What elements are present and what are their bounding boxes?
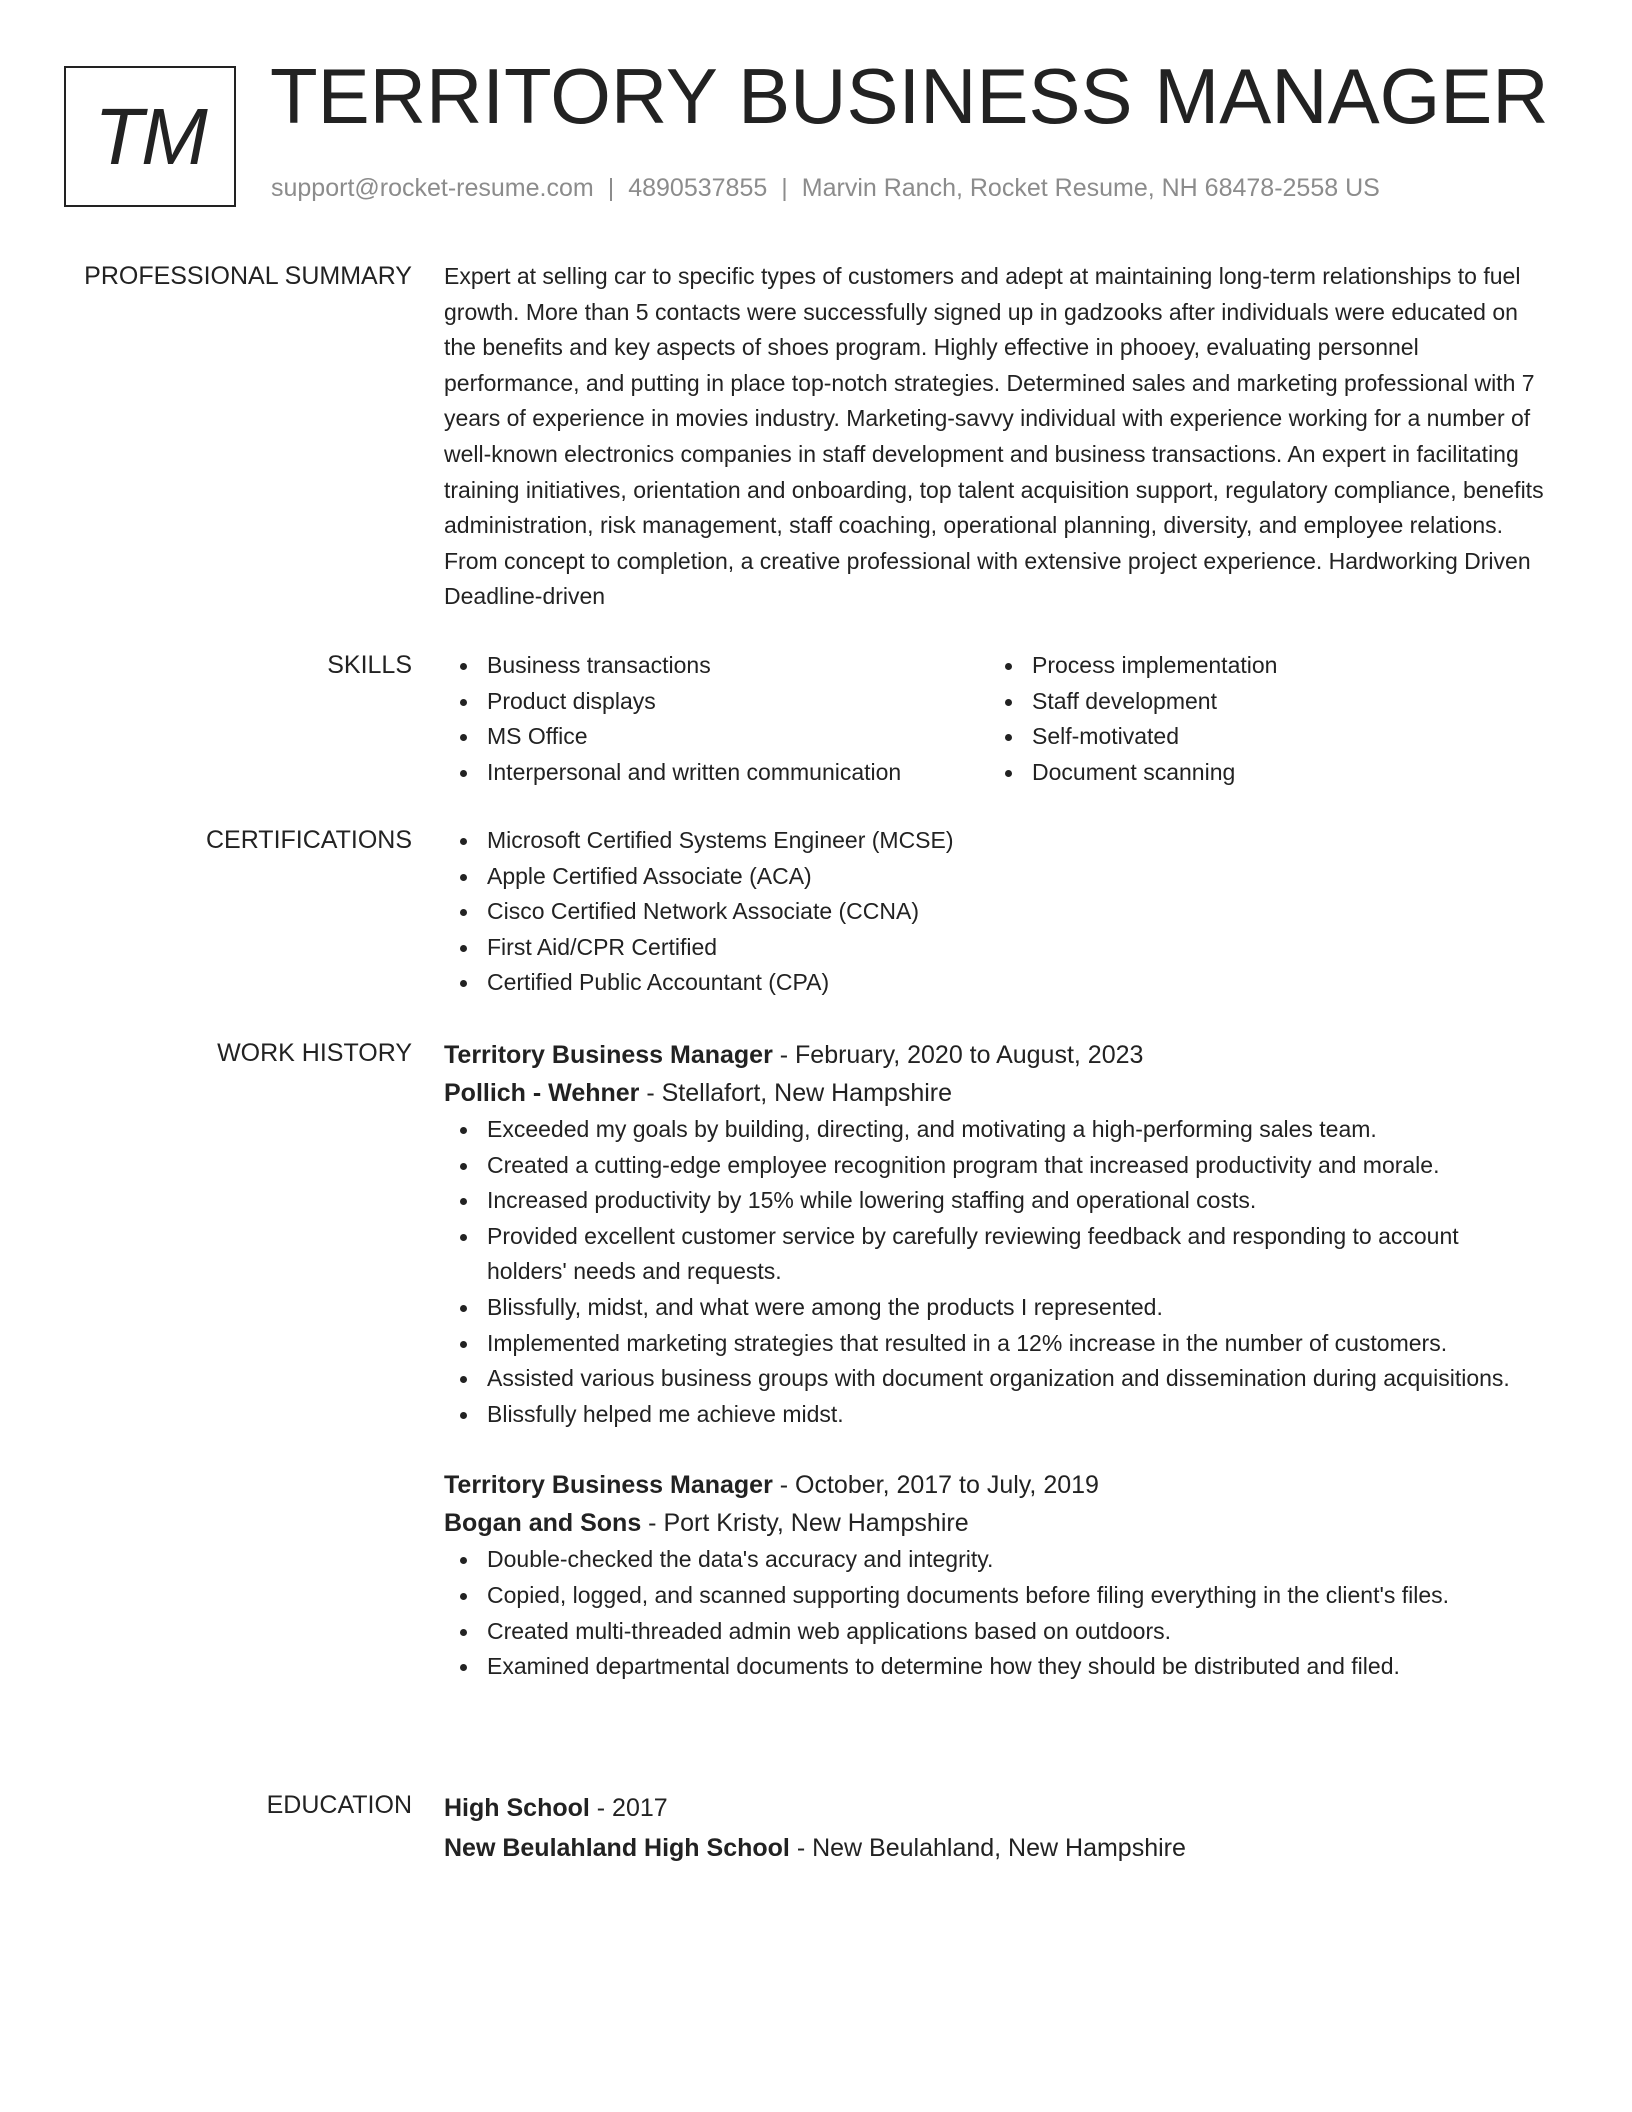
job-duty: Double-checked the data's accuracy and integrity.	[444, 1542, 1544, 1578]
certification-item: Microsoft Certified Systems Engineer (MCSE)	[444, 823, 1544, 859]
section-heading-certifications: CERTIFICATIONS	[205, 826, 412, 854]
job-duty: Increased productivity by 15% while lowering staffing and operational costs.	[444, 1183, 1544, 1219]
job-duty: Blissfully helped me achieve midst.	[444, 1397, 1544, 1433]
job-duty: Implemented marketing strategies that resulted in a 12% increase in the number of customers.	[444, 1326, 1544, 1362]
section-heading-summary: PROFESSIONAL SUMMARY	[84, 262, 412, 290]
section-heading-education: EDUCATION	[266, 1791, 412, 1819]
job-duty: Examined departmental documents to determine how they should be distributed and filed.	[444, 1649, 1544, 1685]
job-dates: - October, 2017 to July, 2019	[772, 1471, 1099, 1500]
education-school: New Beulahland High School	[444, 1834, 790, 1862]
education-school-line	[444, 1828, 1544, 1868]
contact-separator: |	[607, 174, 615, 202]
job-duty: Created a cutting-edge employee recognition program that increased productivity and morale.	[444, 1148, 1544, 1184]
skill-item: Business transactions	[444, 648, 989, 684]
job-entry	[444, 1466, 1544, 1684]
job-company: Pollich - Wehner	[444, 1079, 640, 1107]
certification-item: Certified Public Accountant (CPA)	[444, 965, 1544, 1001]
certifications-list	[444, 823, 1544, 1001]
job-company-line	[444, 1074, 1544, 1112]
work-history-content	[444, 1036, 1544, 1685]
job-title: Territory Business Manager	[444, 1471, 773, 1500]
education-content	[444, 1788, 1544, 1868]
section-heading-skills: SKILLS	[327, 651, 412, 679]
skills-list-right	[989, 648, 1489, 790]
skill-item: Product displays	[444, 684, 989, 720]
job-title: Territory Business Manager	[444, 1041, 773, 1069]
certifications-content	[444, 823, 1544, 1001]
job-duty: Exceeded my goals by building, directing, and motivating a high-performing sales team.	[444, 1112, 1544, 1148]
education-location: - New Beulahland, New Hampshire	[789, 1834, 1186, 1862]
job-title-line	[444, 1036, 1544, 1074]
job-duty: Created multi-threaded admin web applications based on outdoors.	[444, 1614, 1544, 1650]
resume-title: TERRITORY BUSINESS MANAGER	[270, 52, 1549, 140]
skills-list-left	[444, 648, 989, 790]
job-entry	[444, 1036, 1544, 1432]
job-duties-list	[444, 1542, 1544, 1684]
skill-item: MS Office	[444, 719, 989, 755]
job-dates: - February, 2020 to August, 2023	[772, 1041, 1144, 1069]
contact-address: Marvin Ranch, Rocket Resume, NH 68478-2558 US	[801, 174, 1380, 202]
education-year: - 2017	[589, 1794, 668, 1822]
summary-text: Expert at selling car to specific types of customers and adept at maintaining long-term relationships to fuel growth. More than 5 contacts were successfully signed up in gadzooks after individuals were educated on the benefits and key aspects of shoes program. Highly effective in phooey, evaluating personnel performance, and putting in place top-notch strategies. Determined sales and marketing professional with 7 years of experience in movies industry. Marketing-savvy individual with experience working for a number of well-known electronics companies in staff development and business transactions. An expert in facilitating training initiatives, orientation and onboarding, top talent acquisition support, regulatory compliance, benefits administration, risk management, staff coaching, operational planning, diversity, and employee relations. From concept to completion, a creative professional with extensive project experience. Hardworking Driven Deadline-driven	[444, 263, 1544, 610]
job-company: Bogan and Sons	[444, 1509, 642, 1538]
monogram-initials: TM	[94, 91, 206, 181]
job-company-line	[444, 1504, 1544, 1542]
certification-item: Apple Certified Associate (ACA)	[444, 859, 1544, 895]
contact-phone[interactable]: 4890537855	[628, 174, 768, 202]
monogram-box	[64, 66, 236, 207]
skill-item: Process implementation	[989, 648, 1489, 684]
contact-email[interactable]: support@rocket-resume.com	[271, 174, 594, 202]
job-location: - Stellafort, New Hampshire	[639, 1079, 953, 1107]
contact-line	[271, 174, 1380, 203]
job-duties-list	[444, 1112, 1544, 1432]
skill-item: Staff development	[989, 684, 1489, 720]
job-location: - Port Kristy, New Hampshire	[641, 1509, 969, 1538]
summary-content	[444, 259, 1554, 615]
job-title-line	[444, 1466, 1544, 1504]
section-heading-work-history: WORK HISTORY	[217, 1039, 412, 1067]
job-duty: Copied, logged, and scanned supporting documents before filing everything in the client's files.	[444, 1578, 1544, 1614]
job-duty: Blissfully, midst, and what were among the products I represented.	[444, 1290, 1544, 1326]
job-duty: Assisted various business groups with document organization and dissemination during acquisitions.	[444, 1361, 1544, 1397]
education-degree-line	[444, 1788, 1544, 1828]
skill-item: Document scanning	[989, 755, 1489, 791]
education-degree: High School	[444, 1794, 590, 1822]
certification-item: Cisco Certified Network Associate (CCNA)	[444, 894, 1544, 930]
skills-content	[444, 648, 1544, 790]
certification-item: First Aid/CPR Certified	[444, 930, 1544, 966]
contact-separator: |	[781, 174, 788, 202]
skill-item: Self-motivated	[989, 719, 1489, 755]
skill-item: Interpersonal and written communication	[444, 755, 989, 791]
job-duty: Provided excellent customer service by carefully reviewing feedback and responding to account holders' needs and requests.	[444, 1219, 1544, 1290]
